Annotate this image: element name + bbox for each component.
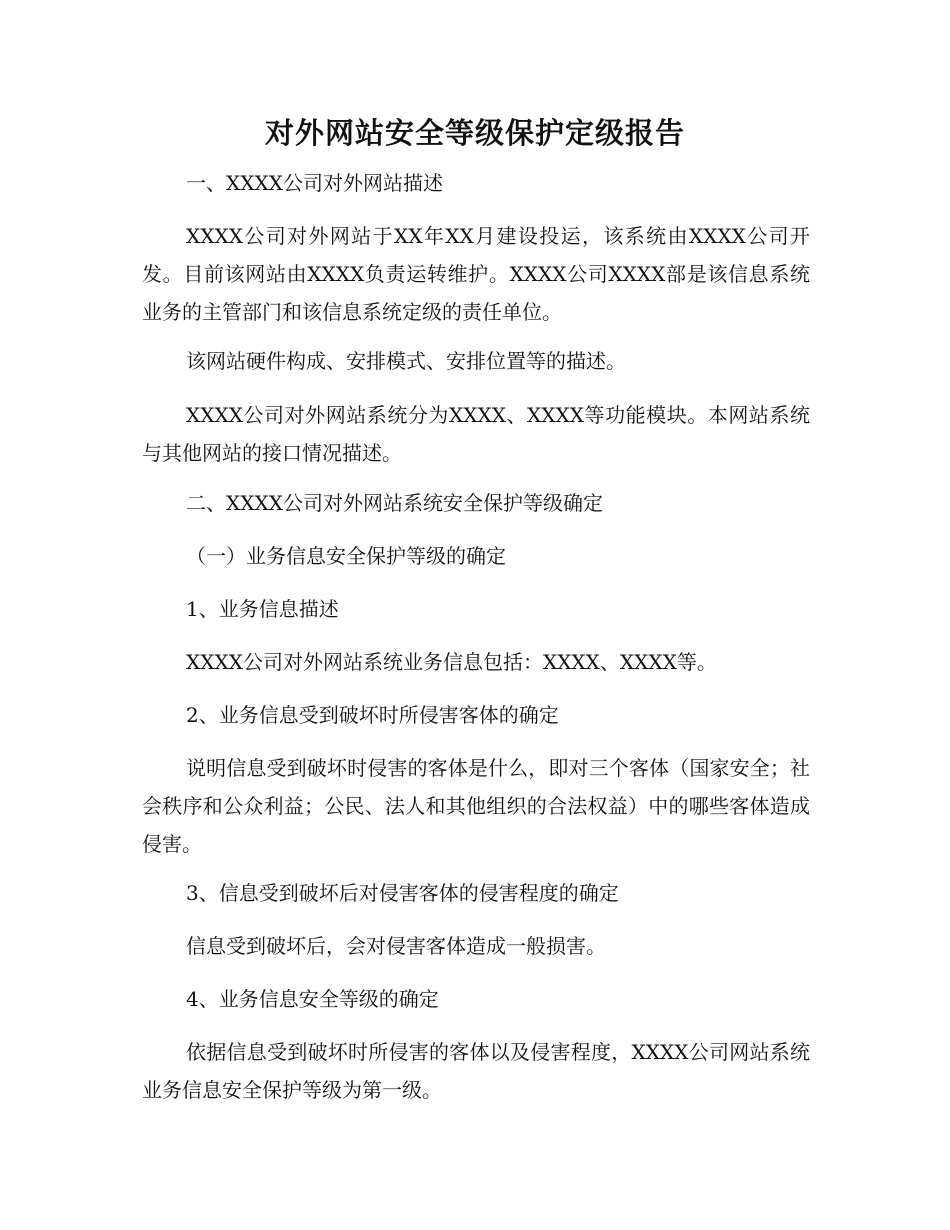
section-heading-1: 一、XXXX公司对外网站描述 <box>186 171 443 195</box>
paragraph-security-level: 依据信息受到破坏时所侵害的客体以及侵害程度，XXXX公司网站系统业务信息安全保护等级为第一级。 <box>142 1040 810 1102</box>
item-heading-2: 2、业务信息受到破坏时所侵害客体的确定 <box>186 703 559 727</box>
paragraph-hardware-description: 该网站硬件构成、安排模式、安排位置等的描述。 <box>186 349 626 373</box>
item-heading-1: 1、业务信息描述 <box>186 597 339 621</box>
paragraph-damage-degree: 信息受到破坏后，会对侵害客体造成一般损害。 <box>186 934 606 958</box>
item-heading-4: 4、业务信息安全等级的确定 <box>186 987 439 1011</box>
paragraph-business-information: XXXX公司对外网站系统业务信息包括：XXXX、XXXX等。 <box>186 650 717 674</box>
item-heading-3: 3、信息受到破坏后对侵害客体的侵害程度的确定 <box>186 881 619 905</box>
paragraph-function-modules: XXXX公司对外网站系统分为XXXX、XXXX等功能模块。本网站系统与其他网站的接口情况描述。 <box>142 403 810 465</box>
subsection-heading-1: （一）业务信息安全保护等级的确定 <box>186 544 506 568</box>
section-heading-2: 二、XXXX公司对外网站系统安全保护等级确定 <box>186 491 603 515</box>
document-title: 对外网站安全等级保护定级报告 <box>264 116 685 150</box>
paragraph-infringed-objects: 说明信息受到破坏时侵害的客体是什么，即对三个客体（国家安全；社会秩序和公众利益；公民、法人和其他组织的合法权益）中的哪些客体造成侵害。 <box>142 756 810 856</box>
paragraph-site-description: XXXX公司对外网站于XX年XX月建设投运，该系统由XXXX公司开发。目前该网站由XXXX负责运转维护。XXXX公司XXXX部是该信息系统业务的主管部门和该信息系统定级的责任单位。 <box>142 224 810 324</box>
